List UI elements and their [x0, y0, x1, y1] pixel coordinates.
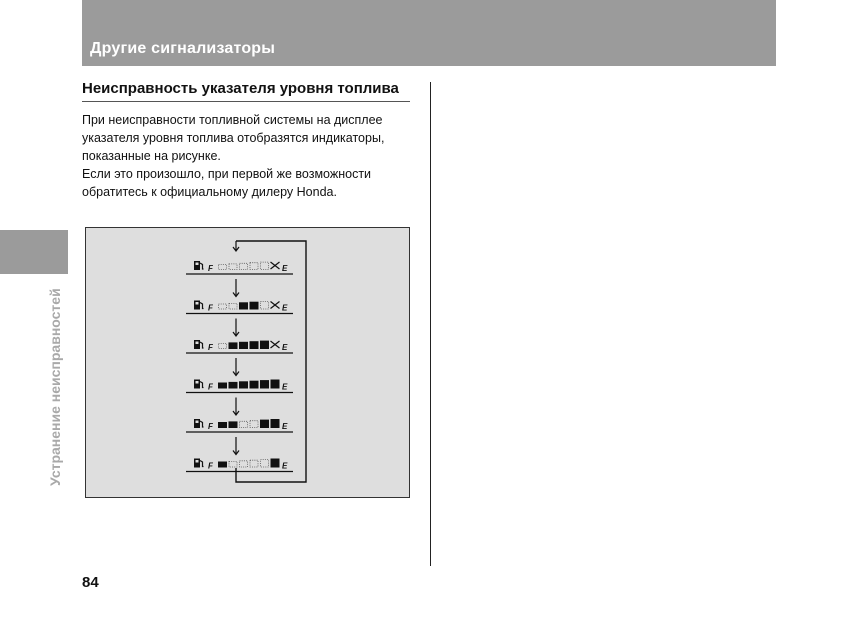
body-line: При неисправности топливной системы на дисплее: [82, 113, 383, 127]
empty-label: E: [282, 422, 288, 431]
full-label: F: [208, 422, 213, 431]
gauge-segment: [239, 381, 248, 388]
gauge-segment: [219, 265, 227, 270]
blinking-segment: [271, 262, 280, 269]
body-line: обратитесь к официальному дилеру Honda.: [82, 185, 337, 199]
gauge-segment: [219, 304, 227, 309]
gauge-segment: [250, 381, 259, 389]
full-label: F: [208, 303, 213, 313]
header-title: Другие сигнализаторы: [90, 40, 276, 57]
gauge-segment: [239, 342, 248, 349]
empty-label: E: [282, 382, 288, 392]
fuel-pump-icon: [194, 340, 204, 349]
body-line: показанные на рисунке.: [82, 149, 221, 163]
gauge-segment: [250, 460, 258, 467]
gauge-segment: [261, 460, 269, 467]
gauge-segment: [250, 302, 259, 310]
gauge-segment: [261, 302, 269, 309]
gauge-segment: [218, 383, 227, 389]
gauge-segment: [260, 420, 269, 428]
gauge-segment: [250, 421, 258, 428]
gauge-segment: [240, 421, 248, 427]
gauge-segment: [218, 422, 227, 428]
gauge-segment: [250, 263, 258, 270]
fuel-gauge-figure: [85, 227, 410, 498]
gauge-segment: [260, 341, 269, 349]
empty-label: E: [282, 343, 288, 352]
gauge-segment: [250, 341, 259, 349]
empty-label: E: [282, 461, 288, 471]
gauge-segment: [271, 380, 280, 389]
gauge-segment: [260, 380, 269, 388]
sidebar-section-label: Устранение неисправностей: [47, 288, 63, 486]
gauge-segment: [229, 342, 238, 349]
gauge-segment: [229, 461, 237, 467]
full-label: F: [208, 343, 213, 352]
title-underline: [82, 101, 410, 102]
gauge-segment: [218, 462, 227, 468]
gauge-segment: [229, 421, 238, 428]
gauge-segment: [271, 459, 280, 468]
fuel-pump-icon: [194, 301, 204, 310]
full-label: F: [208, 461, 213, 471]
header-bar: [82, 0, 776, 66]
page-number: 84: [82, 574, 99, 591]
empty-label: E: [282, 264, 288, 273]
body-line: Если это произошло, при первой же возможности: [82, 167, 372, 181]
gauge-segment: [239, 302, 248, 309]
gauge-segment: [240, 461, 248, 467]
blinking-segment: [271, 302, 280, 309]
fuel-pump-icon: [194, 459, 204, 468]
body-text: [82, 111, 412, 201]
fuel-pump-icon: [194, 261, 204, 270]
fuel-pump-icon: [194, 380, 204, 389]
gauge-segment: [229, 382, 238, 389]
gauge-segment: [271, 419, 280, 428]
loop-arrow: [233, 241, 239, 251]
full-label: F: [208, 382, 213, 392]
empty-label: E: [282, 303, 288, 313]
sidebar-tab: [0, 230, 68, 274]
body-line: указателя уровня топлива отобразятся индикаторы,: [82, 131, 385, 145]
gauge-segment: [229, 303, 237, 309]
gauge-segment: [229, 264, 237, 270]
gauge-segment: [261, 262, 269, 269]
fuel-gauge-diagram: [86, 228, 411, 499]
column-divider: [430, 82, 431, 566]
gauge-segment: [240, 263, 248, 269]
blinking-segment: [271, 341, 280, 348]
fuel-pump-icon: [194, 419, 204, 428]
loop-line: [236, 241, 306, 482]
full-label: F: [208, 264, 213, 273]
gauge-segment: [219, 344, 227, 349]
section-title: Неисправность указателя уровня топлива: [82, 80, 399, 97]
